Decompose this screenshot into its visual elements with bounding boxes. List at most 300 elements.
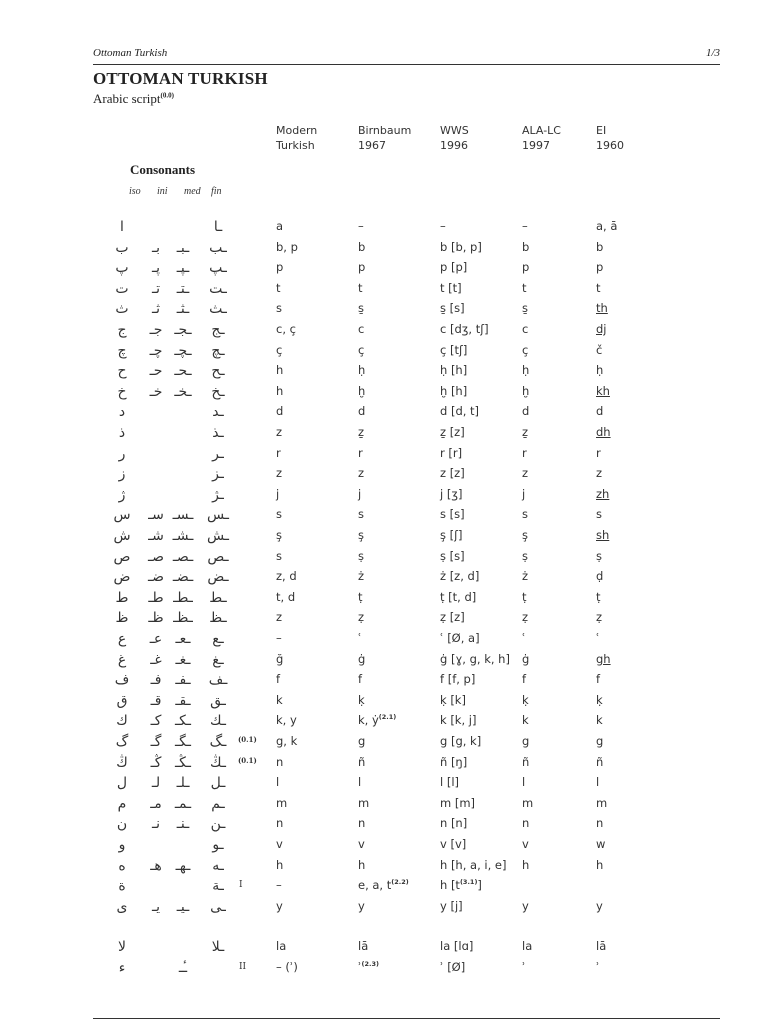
arabic-initial-form: عـ (149, 631, 163, 647)
wws-value: v [v] (440, 837, 467, 851)
wws-value: l [l] (440, 775, 460, 790)
arabic-medial-form: ـكـ (175, 713, 191, 730)
birnbaum-value: ḳ (358, 692, 365, 707)
table-row (0, 240, 768, 260)
birnbaum-value: – (358, 219, 364, 233)
arabic-medial-form: ـطـ (173, 589, 193, 606)
arabic-isolated-form: ء (118, 960, 126, 976)
table-row (0, 446, 768, 466)
arabic-final-form: ـف (208, 672, 228, 689)
ala-lc-value: k (522, 713, 529, 728)
wws-value: z [z] (440, 466, 465, 481)
birnbaum-value: b (358, 239, 366, 254)
ei-value: h (596, 857, 604, 872)
ei-value: y (596, 898, 603, 913)
ala-lc-value: s̱ (522, 301, 528, 316)
ei-value: ḥ (596, 363, 604, 378)
modern-turkish-value: n (276, 754, 284, 769)
wws-value: g [g, k] (440, 734, 482, 748)
arabic-medial-form: ـڭـ (175, 754, 191, 771)
wws-value: y [j] (440, 898, 463, 913)
birnbaum-value: l (358, 775, 362, 790)
arabic-isolated-form: م (117, 795, 127, 812)
arabic-initial-form: غـ (150, 651, 162, 668)
ei-value: n (596, 816, 604, 831)
arabic-isolated-form: ز (118, 466, 126, 483)
ala-lc-value: ḥ (522, 363, 530, 378)
wws-value: ʿ [Ø, a] (440, 631, 480, 645)
wws-value: t [t] (440, 280, 462, 295)
arabic-isolated-form: ث (115, 301, 129, 318)
birnbaum-value: c (358, 322, 365, 336)
arabic-isolated-form: ع (117, 631, 127, 647)
arabic-initial-form: قـ (150, 692, 162, 709)
ei-value: kh (596, 383, 610, 398)
arabic-final-form: ـز (212, 466, 224, 483)
arabic-isolated-form: غ (117, 651, 127, 668)
ei-value: lā (596, 939, 607, 954)
arabic-final-form: ـت (209, 280, 227, 297)
birnbaum-text: e, a, t (358, 878, 392, 893)
birnbaum-text: k, ẏ (358, 713, 379, 728)
ala-lc-value: d (522, 404, 530, 419)
birnbaum-value (358, 878, 409, 892)
arabic-medial-form: ـٔـ (178, 960, 188, 976)
ei-value: k (596, 713, 603, 728)
arabic-medial-form: ـتـ (176, 280, 190, 297)
modern-turkish-value: k, y (276, 713, 297, 728)
note-numeral: I (239, 880, 243, 891)
birnbaum-text: ʾ (358, 960, 362, 974)
birnbaum-value: ñ (358, 754, 366, 769)
birnbaum-value: y (358, 898, 365, 913)
table-row (0, 796, 768, 816)
form-label-fin: fin (211, 186, 222, 197)
birnbaum-value: ẓ (358, 610, 365, 625)
column-header-line: WWS (440, 124, 469, 137)
arabic-medial-form: ـسـ (172, 507, 194, 524)
arabic-isolated-form: گ (115, 734, 129, 750)
ei-value: č (596, 342, 603, 357)
modern-turkish-value: z (276, 425, 283, 439)
birnbaum-value: p (358, 260, 366, 275)
wws-value: f [f, p] (440, 672, 476, 687)
table-row (0, 693, 768, 713)
column-header-modern-turkish (276, 123, 317, 153)
arabic-final-form: ـك (210, 713, 226, 730)
arabic-isolated-form: چ (117, 342, 127, 359)
arabic-final-form: ـث (209, 301, 227, 318)
wws-value: ẓ [z] (440, 610, 465, 625)
wws-value: h [h, a, i, e] (440, 857, 507, 872)
arabic-initial-form: پـ (152, 260, 160, 277)
column-header-ala-lc (522, 123, 561, 153)
wws-value: c [dʒ, tʃ] (440, 322, 489, 336)
ala-lc-value: y (522, 898, 529, 913)
table-row (0, 384, 768, 404)
arabic-isolated-form: ش (113, 528, 131, 544)
arabic-medial-form: ـثـ (176, 301, 190, 318)
arabic-isolated-form: س (113, 507, 131, 524)
ala-lc-value: ṣ (522, 548, 528, 563)
wws-value: ṣ [s] (440, 548, 465, 563)
ala-lc-value: ʾ (522, 960, 526, 974)
birnbaum-value: t (358, 280, 363, 295)
arabic-final-form: ـش (207, 528, 229, 544)
table-row (0, 487, 768, 507)
ala-lc-value: z (522, 466, 529, 481)
table-row (0, 878, 768, 898)
modern-turkish-value: ğ (276, 651, 284, 666)
arabic-isolated-form: ط (115, 589, 129, 606)
table-row (0, 569, 768, 589)
modern-turkish-value: f (276, 672, 281, 687)
table-row (0, 713, 768, 733)
subtitle-text: Arabic script (93, 91, 161, 106)
wws-value: ñ [ŋ] (440, 754, 468, 769)
ala-lc-value: ż (522, 569, 529, 584)
modern-turkish-value: t (276, 280, 281, 295)
modern-turkish-value: z (276, 610, 283, 625)
ei-value: sh (596, 528, 610, 542)
arabic-medial-form: ـفـ (175, 672, 191, 689)
birnbaum-value: ḥ (358, 363, 366, 378)
ala-lc-value: b (522, 239, 530, 254)
arabic-final-form: ـة (212, 878, 224, 895)
table-row (0, 775, 768, 795)
form-label-iso: iso (129, 186, 141, 197)
ala-lc-value: ḳ (522, 692, 529, 707)
ei-value: a, ā (596, 219, 618, 233)
ei-value: g (596, 734, 604, 748)
ala-lc-value: c (522, 322, 529, 336)
arabic-isolated-form: لا (118, 939, 126, 956)
arabic-final-form: ـط (209, 589, 227, 606)
table-row (0, 755, 768, 775)
arabic-medial-form: ـعـ (175, 631, 191, 647)
table-row (0, 260, 768, 280)
arabic-final-form: ـص (207, 548, 229, 565)
arabic-isolated-form: ف (114, 672, 130, 689)
birnbaum-value (358, 960, 379, 974)
ei-value: p (596, 260, 604, 275)
table-row (0, 219, 768, 239)
modern-turkish-value: l (276, 775, 280, 790)
wws-value: ḫ [h] (440, 383, 468, 398)
ala-lc-value: j (522, 486, 526, 501)
birnbaum-value: lā (358, 939, 369, 954)
modern-turkish-value: v (276, 837, 283, 851)
arabic-initial-form: حـ (149, 363, 163, 380)
arabic-isolated-form: ى (116, 898, 128, 915)
birnbaum-value: h (358, 857, 366, 872)
arabic-medial-form: ـظـ (173, 610, 193, 627)
arabic-isolated-form: ه (118, 857, 126, 874)
arabic-isolated-form: ح (117, 363, 127, 380)
wws-value: ḥ [h] (440, 363, 468, 378)
ala-lc-value: g (522, 734, 530, 748)
arabic-final-form: ـض (207, 569, 229, 586)
section-heading-consonants: Consonants (130, 162, 196, 177)
modern-turkish-value: b, p (276, 239, 298, 254)
arabic-medial-form: ـپـ (176, 260, 190, 277)
ei-value: m (596, 795, 608, 810)
modern-turkish-value: n (276, 816, 284, 831)
ei-value: ṣ (596, 548, 602, 563)
arabic-final-form: ـج (211, 322, 225, 338)
arabic-final-form: ـه (212, 857, 224, 874)
ala-lc-value: v (522, 837, 529, 851)
ala-lc-value: ṭ (522, 589, 527, 604)
arabic-initial-form: سـ (148, 507, 164, 524)
arabic-isolated-form: ڭ (116, 754, 128, 771)
modern-turkish-value: s (276, 548, 282, 563)
arabic-final-form: ـظ (209, 610, 227, 627)
column-header-line: 1960 (596, 139, 624, 152)
table-row (0, 507, 768, 527)
wws-text: h [t (440, 878, 460, 893)
arabic-final-form: ـگ (209, 734, 227, 750)
arabic-initial-form: تـ (152, 280, 160, 297)
ala-lc-value: ş (522, 528, 528, 542)
modern-turkish-value: ç (276, 342, 283, 357)
table-row (0, 590, 768, 610)
arabic-isolated-form: د (118, 404, 126, 421)
note-numeral: II (239, 962, 247, 972)
arabic-final-form: ـس (207, 507, 229, 524)
arabic-final-form: ـم (211, 795, 225, 812)
arabic-isolated-form: پ (115, 260, 129, 277)
ei-value: dj (596, 322, 607, 336)
arabic-isolated-form: ك (116, 713, 128, 730)
ei-value: z (596, 466, 603, 481)
page-number: 1/3 (705, 47, 720, 59)
wws-value: ḳ [k] (440, 692, 466, 707)
ei-value: dh (596, 425, 611, 439)
ala-lc-value: la (522, 939, 533, 954)
ei-value: th (596, 301, 608, 316)
table-row (0, 301, 768, 321)
arabic-initial-form: گـ (150, 734, 162, 750)
table-row (0, 734, 768, 754)
ei-value: ḍ (596, 569, 604, 584)
ala-lc-value: ñ (522, 754, 530, 769)
arabic-medial-form: ـحـ (174, 363, 192, 380)
ei-value: zh (596, 486, 610, 501)
arabic-medial-form: ـلـ (176, 775, 190, 792)
column-header-line: Turkish (276, 139, 315, 152)
table-row (0, 960, 768, 980)
arabic-initial-form: جـ (149, 322, 163, 338)
ei-value: ẓ (596, 610, 603, 625)
arabic-isolated-form: ص (113, 548, 131, 565)
wws-value: ç [tʃ] (440, 342, 468, 357)
modern-turkish-value: h (276, 383, 284, 398)
birnbaum-value (358, 713, 396, 727)
arabic-medial-form: ـهـ (175, 857, 191, 874)
ei-value: w (596, 837, 606, 851)
document-title: OTTOMAN TURKISH (93, 69, 268, 88)
modern-turkish-value: – (ʾ) (276, 960, 298, 974)
wws-value: n [n] (440, 816, 468, 831)
arabic-final-form: ـژ (212, 486, 224, 503)
table-row (0, 939, 768, 959)
arabic-initial-form: شـ (148, 528, 164, 544)
arabic-medial-form: ـيـ (176, 898, 190, 915)
arabic-final-form: ـن (210, 816, 226, 833)
wws-value: s̱ [s] (440, 301, 465, 316)
ei-value: ṭ (596, 589, 601, 604)
arabic-isolated-form: ا (120, 219, 124, 235)
wws-value: r [r] (440, 445, 463, 460)
table-row (0, 425, 768, 445)
modern-turkish-value: j (276, 486, 280, 501)
modern-turkish-value: r (276, 445, 281, 460)
modern-turkish-value: h (276, 857, 284, 872)
arabic-isolated-form: ظ (115, 610, 129, 627)
birnbaum-value: ḫ (358, 383, 366, 398)
table-row (0, 652, 768, 672)
arabic-initial-form: لـ (151, 775, 161, 792)
footnote-ref: (2.3) (361, 960, 380, 969)
arabic-isolated-form: ج (117, 322, 127, 338)
ala-lc-value: ʿ (522, 631, 526, 645)
column-header-line: ALA-LC (522, 124, 561, 137)
column-header-line: 1997 (522, 139, 550, 152)
wws-value: – (440, 219, 446, 233)
table-row (0, 549, 768, 569)
table-row (0, 528, 768, 548)
footnote-ref: (0.1) (238, 735, 257, 744)
arabic-initial-form: ضـ (148, 569, 164, 586)
arabic-medial-form: ـصـ (172, 548, 194, 565)
arabic-isolated-form: ژ (118, 486, 126, 503)
arabic-medial-form: ـضـ (172, 569, 194, 586)
ala-lc-value: n (522, 816, 530, 831)
column-header-wws (440, 123, 469, 153)
ei-value: gh (596, 651, 611, 666)
modern-turkish-value: k (276, 692, 283, 707)
birnbaum-value: ş (358, 528, 364, 542)
ala-lc-value: f (522, 672, 527, 687)
modern-turkish-value: p (276, 260, 284, 275)
wws-value: j [ʒ] (440, 486, 463, 501)
arabic-medial-form: ـنـ (176, 816, 190, 833)
arabic-initial-form: هـ (150, 857, 162, 874)
birnbaum-value: s̱ (358, 301, 364, 316)
header-rule (93, 64, 720, 65)
ala-lc-value: l (522, 775, 526, 790)
arabic-initial-form: بـ (152, 239, 160, 256)
arabic-isolated-form: ض (113, 569, 131, 586)
document-subtitle (93, 91, 174, 107)
ei-value: t (596, 280, 601, 295)
arabic-initial-form: چـ (149, 342, 163, 359)
table-row (0, 404, 768, 424)
arabic-final-form: ـب (209, 239, 227, 256)
ala-lc-value: ġ (522, 651, 530, 666)
birnbaum-value: j (358, 486, 362, 501)
ei-value: r (596, 445, 601, 460)
table-row (0, 466, 768, 486)
modern-turkish-value: g, k (276, 734, 298, 748)
arabic-initial-form: نـ (152, 816, 160, 833)
wws-value: ṭ [t, d] (440, 589, 477, 604)
arabic-final-form: ـق (210, 692, 226, 709)
birnbaum-value: n (358, 816, 366, 831)
wws-value: s [s] (440, 507, 465, 522)
modern-turkish-value: t, d (276, 589, 296, 604)
arabic-isolated-form: ب (115, 239, 129, 256)
arabic-final-form: ـل (210, 775, 226, 792)
arabic-initial-form: صـ (148, 548, 164, 565)
table-row (0, 610, 768, 630)
arabic-final-form: ـد (212, 404, 224, 421)
ei-value: l (596, 775, 600, 790)
arabic-final-form: ـپ (209, 260, 227, 277)
wws-value: p [p] (440, 260, 468, 275)
wws-value: b [b, p] (440, 239, 482, 254)
birnbaum-value: ġ (358, 651, 366, 666)
ei-value: ñ (596, 754, 604, 769)
wws-value: k [k, j] (440, 713, 477, 728)
birnbaum-value: ç (358, 342, 365, 357)
birnbaum-value: ẕ (358, 425, 365, 439)
birnbaum-value: ṣ (358, 548, 364, 563)
ala-lc-value: t (522, 280, 527, 295)
modern-turkish-value: c, ç (276, 322, 296, 336)
table-row (0, 281, 768, 301)
table-row (0, 631, 768, 651)
footnote-ref: (2.2) (391, 878, 409, 887)
arabic-final-form: ـى (210, 898, 226, 915)
arabic-final-form: ـا (213, 219, 223, 235)
arabic-final-form: ـح (211, 363, 225, 380)
arabic-final-form: ـغ (212, 651, 224, 668)
running-header-title: Ottoman Turkish (93, 47, 168, 59)
arabic-initial-form: ڭـ (150, 754, 162, 771)
form-label-ini: ini (157, 186, 168, 197)
birnbaum-value: s (358, 507, 364, 522)
ei-value: d (596, 404, 604, 419)
arabic-final-form: ـع (212, 631, 224, 647)
wws-value: d [d, t] (440, 404, 480, 419)
birnbaum-value: ż (358, 569, 365, 584)
subtitle-note: (0.0) (160, 91, 174, 100)
arabic-initial-form: يـ (152, 898, 160, 915)
arabic-medial-form: ـشـ (172, 528, 194, 544)
modern-turkish-value: d (276, 404, 284, 419)
arabic-final-form: ـلا (211, 939, 225, 956)
ala-lc-value: m (522, 795, 534, 810)
arabic-initial-form: مـ (150, 795, 162, 812)
arabic-medial-form: ـجـ (174, 322, 192, 338)
birnbaum-value: m (358, 795, 370, 810)
birnbaum-value: v (358, 837, 365, 851)
wws-value: ʾ [Ø] (440, 960, 466, 974)
arabic-medial-form: ـخـ (174, 383, 192, 400)
arabic-initial-form: ثـ (152, 301, 160, 318)
arabic-final-form: ـچ (211, 342, 225, 359)
wws-value (440, 878, 482, 892)
arabic-initial-form: فـ (150, 672, 162, 689)
wws-value: m [m] (440, 795, 476, 810)
table-row (0, 858, 768, 878)
arabic-isolated-form: ر (118, 445, 126, 462)
ala-lc-value: p (522, 260, 530, 275)
ala-lc-value: ç (522, 342, 529, 357)
footnote-ref: (2.1) (378, 713, 397, 722)
